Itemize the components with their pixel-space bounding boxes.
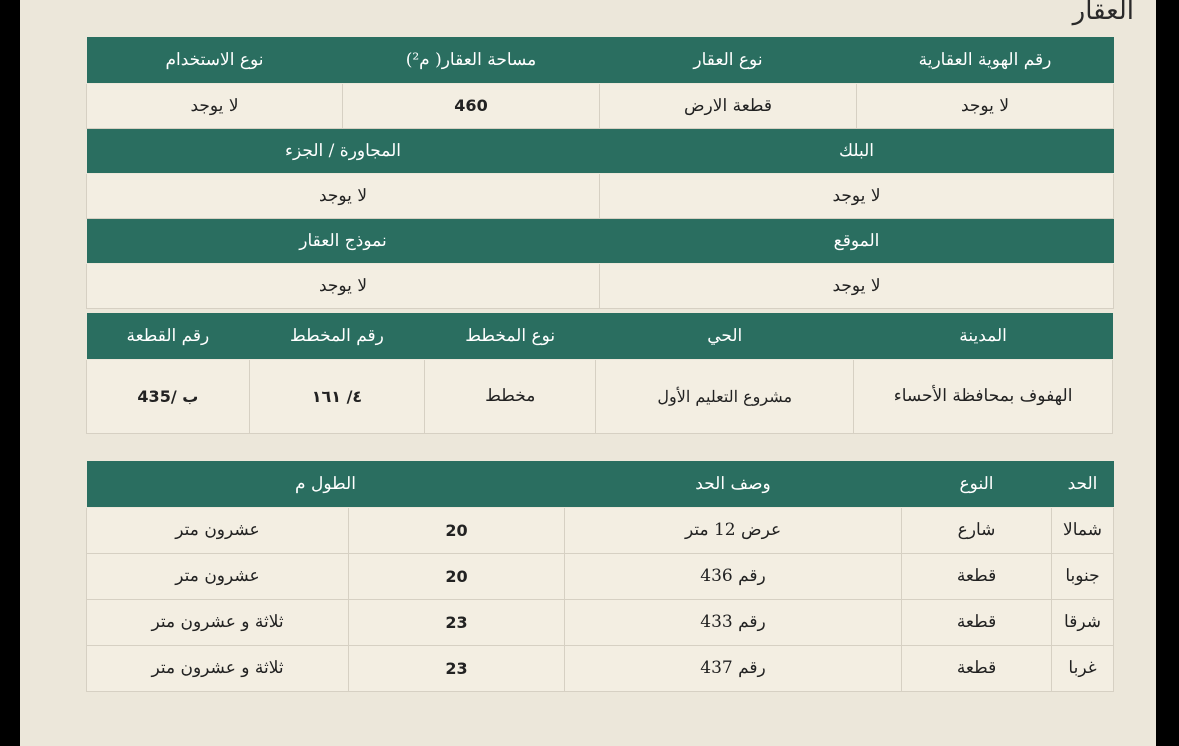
property-value-row xyxy=(87,83,1114,128)
section-title: العقار xyxy=(1072,0,1134,26)
value-plot-number: ب /435 xyxy=(87,359,250,433)
value-block: لا يوجد xyxy=(600,173,1114,218)
header-plan-number: رقم المخطط xyxy=(249,313,424,359)
header-property-area: مساحة العقار( م²) xyxy=(343,37,600,83)
boundary-row xyxy=(87,645,1114,691)
boundaries-header-row xyxy=(87,461,1114,507)
header-usage-type: نوع الاستخدام xyxy=(87,37,343,83)
boundary-length-words: ثلاثة و عشرون متر xyxy=(87,645,349,691)
value-property-id: لا يوجد xyxy=(857,83,1114,128)
header-boundary-desc: وصف الحد xyxy=(565,461,902,507)
document-page xyxy=(20,0,1156,746)
location-header-row xyxy=(87,218,1114,263)
address-table xyxy=(86,313,1113,434)
boundary-row xyxy=(87,553,1114,599)
boundary-length-words: ثلاثة و عشرون متر xyxy=(87,599,349,645)
header-property-type: نوع العقار xyxy=(600,37,857,83)
value-city: الهفوف بمحافظة الأحساء xyxy=(854,359,1113,433)
boundary-side: شمالا xyxy=(1052,507,1114,553)
boundary-length: 23 xyxy=(349,645,565,691)
boundary-length: 23 xyxy=(349,599,565,645)
address-value-row xyxy=(87,359,1113,433)
boundary-desc: رقم 437 xyxy=(565,645,902,691)
value-plan-type: مخطط xyxy=(425,359,596,433)
value-district: مشروع التعليم الأول xyxy=(596,359,854,433)
boundary-length: 20 xyxy=(349,553,565,599)
header-length: الطول م xyxy=(87,461,565,507)
value-property-area: 460 xyxy=(343,83,600,128)
header-side: الحد xyxy=(1052,461,1114,507)
address-header-row xyxy=(87,313,1113,359)
value-usage-type: لا يوجد xyxy=(87,83,343,128)
value-property-type: قطعة الارض xyxy=(600,83,857,128)
value-neighbor: لا يوجد xyxy=(87,173,600,218)
header-model: نموذج العقار xyxy=(87,218,600,263)
boundary-length: 20 xyxy=(349,507,565,553)
block-value-row xyxy=(87,173,1114,218)
header-location: الموقع xyxy=(600,218,1114,263)
header-property-id: رقم الهوية العقارية xyxy=(857,37,1114,83)
header-boundary-type: النوع xyxy=(902,461,1052,507)
value-location: لا يوجد xyxy=(600,263,1114,308)
boundary-type: قطعة xyxy=(902,553,1052,599)
boundary-row xyxy=(87,507,1114,553)
header-block: البلك xyxy=(600,128,1114,173)
header-district: الحي xyxy=(596,313,854,359)
boundaries-table xyxy=(86,461,1114,692)
value-model: لا يوجد xyxy=(87,263,600,308)
block-header-row xyxy=(87,128,1114,173)
header-neighbor: المجاورة / الجزء xyxy=(87,128,600,173)
boundary-type: قطعة xyxy=(902,599,1052,645)
boundary-desc: رقم 436 xyxy=(565,553,902,599)
boundary-type: شارع xyxy=(902,507,1052,553)
value-plan-number: ٤/ ١٦١ xyxy=(249,359,424,433)
boundary-type: قطعة xyxy=(902,645,1052,691)
boundary-length-words: عشرون متر xyxy=(87,553,349,599)
location-value-row xyxy=(87,263,1114,308)
header-plot-number: رقم القطعة xyxy=(87,313,250,359)
boundary-length-words: عشرون متر xyxy=(87,507,349,553)
boundary-desc: عرض 12 متر xyxy=(565,507,902,553)
property-table xyxy=(86,37,1114,309)
boundary-side: شرقا xyxy=(1052,599,1114,645)
boundary-desc: رقم 433 xyxy=(565,599,902,645)
boundary-side: غربا xyxy=(1052,645,1114,691)
header-city: المدينة xyxy=(854,313,1113,359)
boundary-side: جنوبا xyxy=(1052,553,1114,599)
header-plan-type: نوع المخطط xyxy=(425,313,596,359)
boundary-row xyxy=(87,599,1114,645)
property-header-row xyxy=(87,37,1114,83)
